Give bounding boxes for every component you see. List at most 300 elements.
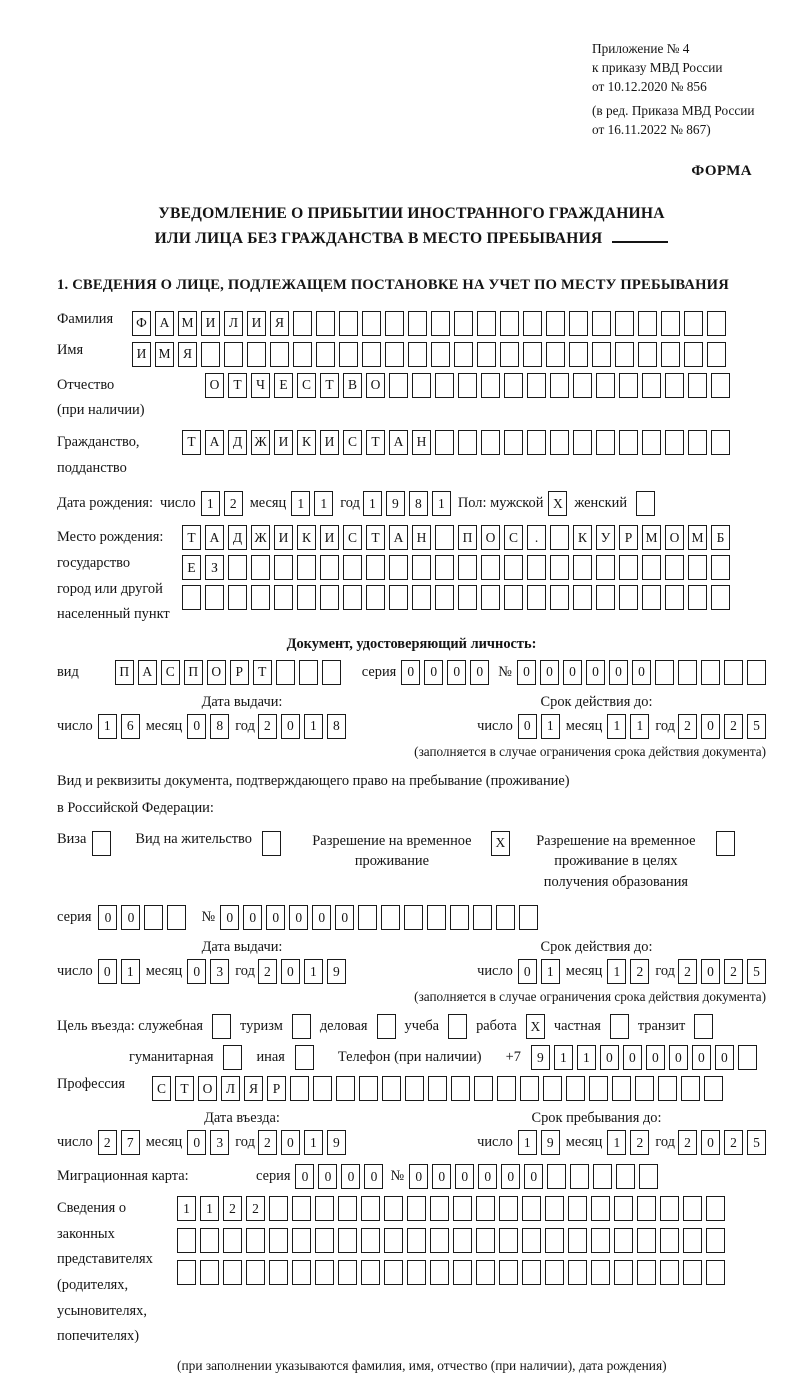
char-cell[interactable]: Ж bbox=[251, 525, 270, 550]
char-cell[interactable]: Л bbox=[224, 311, 243, 336]
char-cell[interactable] bbox=[322, 660, 341, 685]
char-cell[interactable] bbox=[499, 1260, 518, 1285]
char-cell[interactable]: X bbox=[526, 1014, 545, 1039]
char-cell[interactable]: 0 bbox=[701, 714, 720, 739]
char-cell[interactable]: 0 bbox=[432, 1164, 451, 1189]
char-cell[interactable] bbox=[412, 373, 431, 398]
char-cell[interactable] bbox=[448, 1014, 467, 1039]
char-cell[interactable]: 0 bbox=[187, 1130, 206, 1155]
char-cell[interactable] bbox=[182, 585, 201, 610]
char-cell[interactable]: X bbox=[491, 831, 510, 856]
char-cell[interactable] bbox=[453, 1196, 472, 1221]
char-cell[interactable] bbox=[615, 311, 634, 336]
char-cell[interactable] bbox=[269, 1260, 288, 1285]
char-cell[interactable] bbox=[497, 1076, 516, 1101]
char-cell[interactable] bbox=[200, 1260, 219, 1285]
char-cell[interactable]: И bbox=[320, 525, 339, 550]
char-cell[interactable] bbox=[614, 1260, 633, 1285]
char-cell[interactable] bbox=[504, 373, 523, 398]
char-cell[interactable] bbox=[477, 342, 496, 367]
char-cell[interactable]: 0 bbox=[187, 714, 206, 739]
char-cell[interactable] bbox=[385, 342, 404, 367]
char-cell[interactable]: 2 bbox=[630, 1130, 649, 1155]
char-cell[interactable] bbox=[545, 1260, 564, 1285]
char-cell[interactable] bbox=[615, 342, 634, 367]
char-cell[interactable] bbox=[385, 311, 404, 336]
char-cell[interactable] bbox=[499, 1196, 518, 1221]
char-cell[interactable] bbox=[678, 660, 697, 685]
char-cell[interactable] bbox=[389, 555, 408, 580]
char-cell[interactable] bbox=[293, 311, 312, 336]
char-cell[interactable] bbox=[476, 1260, 495, 1285]
char-cell[interactable] bbox=[545, 1196, 564, 1221]
char-cell[interactable]: 2 bbox=[258, 1130, 277, 1155]
char-cell[interactable] bbox=[665, 430, 684, 455]
char-cell[interactable] bbox=[547, 1164, 566, 1189]
char-cell[interactable] bbox=[382, 1076, 401, 1101]
char-cell[interactable]: . bbox=[527, 525, 546, 550]
char-cell[interactable]: 0 bbox=[401, 660, 420, 685]
char-cell[interactable]: 0 bbox=[518, 959, 537, 984]
char-cell[interactable] bbox=[313, 1076, 332, 1101]
char-cell[interactable] bbox=[504, 430, 523, 455]
char-cell[interactable] bbox=[519, 905, 538, 930]
char-cell[interactable]: 0 bbox=[518, 714, 537, 739]
char-cell[interactable] bbox=[458, 430, 477, 455]
char-cell[interactable]: X bbox=[548, 491, 567, 516]
char-cell[interactable] bbox=[430, 1260, 449, 1285]
char-cell[interactable]: 2 bbox=[724, 959, 743, 984]
char-cell[interactable] bbox=[384, 1228, 403, 1253]
char-cell[interactable] bbox=[573, 430, 592, 455]
char-cell[interactable] bbox=[522, 1228, 541, 1253]
char-cell[interactable]: 0 bbox=[609, 660, 628, 685]
char-cell[interactable] bbox=[619, 585, 638, 610]
char-cell[interactable] bbox=[681, 1076, 700, 1101]
char-cell[interactable] bbox=[316, 311, 335, 336]
char-cell[interactable]: 0 bbox=[266, 905, 285, 930]
char-cell[interactable]: 0 bbox=[281, 714, 300, 739]
char-cell[interactable]: С bbox=[343, 525, 362, 550]
char-cell[interactable] bbox=[636, 491, 655, 516]
char-cell[interactable] bbox=[453, 1260, 472, 1285]
char-cell[interactable]: А bbox=[205, 430, 224, 455]
char-cell[interactable]: 9 bbox=[327, 1130, 346, 1155]
char-cell[interactable]: 0 bbox=[318, 1164, 337, 1189]
char-cell[interactable] bbox=[316, 342, 335, 367]
char-cell[interactable] bbox=[638, 342, 657, 367]
char-cell[interactable] bbox=[223, 1260, 242, 1285]
char-cell[interactable]: Я bbox=[178, 342, 197, 367]
char-cell[interactable] bbox=[430, 1228, 449, 1253]
char-cell[interactable]: С bbox=[152, 1076, 171, 1101]
char-cell[interactable]: 0 bbox=[335, 905, 354, 930]
char-cell[interactable] bbox=[358, 905, 377, 930]
char-cell[interactable] bbox=[591, 1228, 610, 1253]
char-cell[interactable]: С bbox=[161, 660, 180, 685]
char-cell[interactable] bbox=[614, 1228, 633, 1253]
char-cell[interactable] bbox=[320, 555, 339, 580]
char-cell[interactable] bbox=[655, 660, 674, 685]
char-cell[interactable] bbox=[724, 660, 743, 685]
char-cell[interactable] bbox=[205, 585, 224, 610]
char-cell[interactable]: П bbox=[184, 660, 203, 685]
char-cell[interactable]: 1 bbox=[304, 959, 323, 984]
char-cell[interactable]: 0 bbox=[470, 660, 489, 685]
char-cell[interactable]: 0 bbox=[281, 1130, 300, 1155]
char-cell[interactable] bbox=[711, 555, 730, 580]
char-cell[interactable] bbox=[543, 1076, 562, 1101]
char-cell[interactable] bbox=[658, 1076, 677, 1101]
char-cell[interactable] bbox=[637, 1228, 656, 1253]
char-cell[interactable] bbox=[476, 1196, 495, 1221]
char-cell[interactable] bbox=[450, 905, 469, 930]
char-cell[interactable] bbox=[339, 342, 358, 367]
char-cell[interactable] bbox=[389, 373, 408, 398]
char-cell[interactable] bbox=[504, 585, 523, 610]
char-cell[interactable] bbox=[520, 1076, 539, 1101]
char-cell[interactable]: А bbox=[155, 311, 174, 336]
char-cell[interactable]: 2 bbox=[724, 1130, 743, 1155]
char-cell[interactable] bbox=[276, 660, 295, 685]
char-cell[interactable]: Л bbox=[221, 1076, 240, 1101]
char-cell[interactable] bbox=[297, 555, 316, 580]
char-cell[interactable]: 1 bbox=[201, 491, 220, 516]
char-cell[interactable] bbox=[343, 555, 362, 580]
char-cell[interactable]: 1 bbox=[121, 959, 140, 984]
char-cell[interactable]: К bbox=[297, 430, 316, 455]
char-cell[interactable]: Н bbox=[412, 525, 431, 550]
char-cell[interactable] bbox=[684, 311, 703, 336]
char-cell[interactable]: 0 bbox=[220, 905, 239, 930]
char-cell[interactable] bbox=[638, 311, 657, 336]
char-cell[interactable] bbox=[716, 831, 735, 856]
char-cell[interactable]: 0 bbox=[187, 959, 206, 984]
char-cell[interactable] bbox=[566, 1076, 585, 1101]
char-cell[interactable] bbox=[660, 1196, 679, 1221]
char-cell[interactable] bbox=[546, 342, 565, 367]
char-cell[interactable] bbox=[637, 1196, 656, 1221]
char-cell[interactable]: 5 bbox=[747, 714, 766, 739]
char-cell[interactable] bbox=[596, 585, 615, 610]
char-cell[interactable] bbox=[315, 1196, 334, 1221]
char-cell[interactable] bbox=[362, 311, 381, 336]
char-cell[interactable] bbox=[435, 525, 454, 550]
char-cell[interactable]: 2 bbox=[223, 1196, 242, 1221]
char-cell[interactable]: Д bbox=[228, 430, 247, 455]
char-cell[interactable]: 8 bbox=[327, 714, 346, 739]
char-cell[interactable] bbox=[619, 555, 638, 580]
char-cell[interactable]: 0 bbox=[409, 1164, 428, 1189]
char-cell[interactable]: Т bbox=[253, 660, 272, 685]
char-cell[interactable] bbox=[428, 1076, 447, 1101]
char-cell[interactable]: 0 bbox=[692, 1045, 711, 1070]
char-cell[interactable]: А bbox=[205, 525, 224, 550]
char-cell[interactable] bbox=[738, 1045, 757, 1070]
char-cell[interactable] bbox=[619, 430, 638, 455]
char-cell[interactable]: Е bbox=[182, 555, 201, 580]
char-cell[interactable]: О bbox=[207, 660, 226, 685]
char-cell[interactable] bbox=[573, 373, 592, 398]
char-cell[interactable] bbox=[381, 905, 400, 930]
char-cell[interactable]: 0 bbox=[312, 905, 331, 930]
char-cell[interactable] bbox=[246, 1260, 265, 1285]
char-cell[interactable] bbox=[228, 555, 247, 580]
char-cell[interactable] bbox=[212, 1014, 231, 1039]
char-cell[interactable] bbox=[427, 905, 446, 930]
char-cell[interactable] bbox=[384, 1196, 403, 1221]
char-cell[interactable] bbox=[246, 1228, 265, 1253]
char-cell[interactable] bbox=[592, 311, 611, 336]
char-cell[interactable] bbox=[589, 1076, 608, 1101]
char-cell[interactable]: 2 bbox=[98, 1130, 117, 1155]
char-cell[interactable] bbox=[228, 585, 247, 610]
char-cell[interactable]: 8 bbox=[409, 491, 428, 516]
char-cell[interactable]: А bbox=[389, 525, 408, 550]
char-cell[interactable] bbox=[408, 342, 427, 367]
char-cell[interactable] bbox=[614, 1196, 633, 1221]
char-cell[interactable]: 2 bbox=[258, 959, 277, 984]
char-cell[interactable]: О bbox=[198, 1076, 217, 1101]
char-cell[interactable] bbox=[408, 311, 427, 336]
char-cell[interactable] bbox=[637, 1260, 656, 1285]
char-cell[interactable] bbox=[435, 585, 454, 610]
char-cell[interactable] bbox=[377, 1014, 396, 1039]
char-cell[interactable] bbox=[361, 1260, 380, 1285]
char-cell[interactable] bbox=[431, 342, 450, 367]
char-cell[interactable]: Ч bbox=[251, 373, 270, 398]
char-cell[interactable] bbox=[706, 1228, 725, 1253]
char-cell[interactable] bbox=[527, 430, 546, 455]
char-cell[interactable] bbox=[405, 1076, 424, 1101]
char-cell[interactable]: 0 bbox=[364, 1164, 383, 1189]
char-cell[interactable] bbox=[295, 1045, 314, 1070]
char-cell[interactable]: И bbox=[201, 311, 220, 336]
char-cell[interactable]: 0 bbox=[341, 1164, 360, 1189]
char-cell[interactable]: 3 bbox=[210, 1130, 229, 1155]
char-cell[interactable]: 0 bbox=[281, 959, 300, 984]
char-cell[interactable]: 0 bbox=[715, 1045, 734, 1070]
char-cell[interactable] bbox=[592, 342, 611, 367]
char-cell[interactable] bbox=[683, 1228, 702, 1253]
char-cell[interactable] bbox=[481, 430, 500, 455]
char-cell[interactable]: 0 bbox=[586, 660, 605, 685]
char-cell[interactable]: 1 bbox=[291, 491, 310, 516]
char-cell[interactable] bbox=[290, 1076, 309, 1101]
char-cell[interactable] bbox=[458, 373, 477, 398]
char-cell[interactable] bbox=[223, 1045, 242, 1070]
char-cell[interactable] bbox=[550, 555, 569, 580]
char-cell[interactable] bbox=[550, 585, 569, 610]
char-cell[interactable] bbox=[573, 555, 592, 580]
char-cell[interactable]: 2 bbox=[724, 714, 743, 739]
char-cell[interactable] bbox=[593, 1164, 612, 1189]
char-cell[interactable] bbox=[251, 555, 270, 580]
char-cell[interactable] bbox=[568, 1228, 587, 1253]
char-cell[interactable] bbox=[454, 311, 473, 336]
char-cell[interactable] bbox=[412, 555, 431, 580]
char-cell[interactable] bbox=[711, 373, 730, 398]
char-cell[interactable]: И bbox=[247, 311, 266, 336]
char-cell[interactable] bbox=[550, 373, 569, 398]
char-cell[interactable] bbox=[523, 311, 542, 336]
char-cell[interactable] bbox=[683, 1196, 702, 1221]
char-cell[interactable]: Р bbox=[267, 1076, 286, 1101]
char-cell[interactable] bbox=[407, 1196, 426, 1221]
char-cell[interactable] bbox=[366, 585, 385, 610]
char-cell[interactable]: 0 bbox=[243, 905, 262, 930]
char-cell[interactable]: 1 bbox=[541, 714, 560, 739]
char-cell[interactable] bbox=[523, 342, 542, 367]
char-cell[interactable]: 0 bbox=[501, 1164, 520, 1189]
char-cell[interactable] bbox=[683, 1260, 702, 1285]
char-cell[interactable] bbox=[504, 555, 523, 580]
char-cell[interactable] bbox=[569, 342, 588, 367]
char-cell[interactable]: 2 bbox=[678, 714, 697, 739]
char-cell[interactable]: 0 bbox=[455, 1164, 474, 1189]
char-cell[interactable] bbox=[384, 1260, 403, 1285]
char-cell[interactable] bbox=[704, 1076, 723, 1101]
char-cell[interactable] bbox=[361, 1228, 380, 1253]
char-cell[interactable] bbox=[144, 905, 163, 930]
char-cell[interactable] bbox=[616, 1164, 635, 1189]
char-cell[interactable] bbox=[223, 1228, 242, 1253]
char-cell[interactable]: В bbox=[343, 373, 362, 398]
char-cell[interactable]: У bbox=[596, 525, 615, 550]
char-cell[interactable] bbox=[481, 555, 500, 580]
char-cell[interactable] bbox=[642, 373, 661, 398]
char-cell[interactable] bbox=[642, 555, 661, 580]
char-cell[interactable] bbox=[596, 430, 615, 455]
char-cell[interactable] bbox=[481, 585, 500, 610]
char-cell[interactable]: 0 bbox=[98, 905, 117, 930]
char-cell[interactable] bbox=[684, 342, 703, 367]
char-cell[interactable]: О bbox=[481, 525, 500, 550]
char-cell[interactable] bbox=[292, 1228, 311, 1253]
char-cell[interactable] bbox=[293, 342, 312, 367]
char-cell[interactable] bbox=[336, 1076, 355, 1101]
char-cell[interactable]: 1 bbox=[607, 714, 626, 739]
char-cell[interactable]: 9 bbox=[531, 1045, 550, 1070]
char-cell[interactable] bbox=[706, 1196, 725, 1221]
char-cell[interactable]: 0 bbox=[701, 959, 720, 984]
char-cell[interactable] bbox=[573, 585, 592, 610]
char-cell[interactable] bbox=[499, 1228, 518, 1253]
char-cell[interactable] bbox=[359, 1076, 378, 1101]
char-cell[interactable] bbox=[177, 1228, 196, 1253]
char-cell[interactable] bbox=[619, 373, 638, 398]
char-cell[interactable]: 9 bbox=[327, 959, 346, 984]
char-cell[interactable]: Д bbox=[228, 525, 247, 550]
char-cell[interactable]: М bbox=[642, 525, 661, 550]
char-cell[interactable] bbox=[454, 342, 473, 367]
char-cell[interactable] bbox=[546, 311, 565, 336]
char-cell[interactable]: Н bbox=[412, 430, 431, 455]
char-cell[interactable] bbox=[706, 1260, 725, 1285]
char-cell[interactable]: И bbox=[320, 430, 339, 455]
char-cell[interactable] bbox=[612, 1076, 631, 1101]
char-cell[interactable] bbox=[711, 585, 730, 610]
char-cell[interactable]: 0 bbox=[447, 660, 466, 685]
char-cell[interactable]: 1 bbox=[607, 959, 626, 984]
char-cell[interactable] bbox=[642, 585, 661, 610]
char-cell[interactable]: 0 bbox=[289, 905, 308, 930]
char-cell[interactable]: Ф bbox=[132, 311, 151, 336]
char-cell[interactable]: 2 bbox=[678, 959, 697, 984]
char-cell[interactable] bbox=[642, 430, 661, 455]
char-cell[interactable]: 8 bbox=[210, 714, 229, 739]
char-cell[interactable]: М bbox=[178, 311, 197, 336]
char-cell[interactable]: 0 bbox=[600, 1045, 619, 1070]
char-cell[interactable] bbox=[527, 555, 546, 580]
char-cell[interactable] bbox=[292, 1260, 311, 1285]
char-cell[interactable] bbox=[639, 1164, 658, 1189]
char-cell[interactable] bbox=[527, 373, 546, 398]
char-cell[interactable] bbox=[596, 555, 615, 580]
char-cell[interactable]: Я bbox=[244, 1076, 263, 1101]
char-cell[interactable] bbox=[476, 1228, 495, 1253]
char-cell[interactable]: 0 bbox=[646, 1045, 665, 1070]
char-cell[interactable]: З bbox=[205, 555, 224, 580]
char-cell[interactable]: 1 bbox=[432, 491, 451, 516]
char-cell[interactable]: 1 bbox=[577, 1045, 596, 1070]
char-cell[interactable]: Т bbox=[175, 1076, 194, 1101]
char-cell[interactable] bbox=[338, 1196, 357, 1221]
char-cell[interactable] bbox=[200, 1228, 219, 1253]
char-cell[interactable] bbox=[596, 373, 615, 398]
char-cell[interactable]: 6 bbox=[121, 714, 140, 739]
char-cell[interactable] bbox=[688, 373, 707, 398]
char-cell[interactable] bbox=[474, 1076, 493, 1101]
char-cell[interactable] bbox=[688, 585, 707, 610]
char-cell[interactable]: 2 bbox=[224, 491, 243, 516]
char-cell[interactable] bbox=[522, 1260, 541, 1285]
char-cell[interactable]: 1 bbox=[541, 959, 560, 984]
char-cell[interactable] bbox=[362, 342, 381, 367]
char-cell[interactable]: 0 bbox=[632, 660, 651, 685]
char-cell[interactable] bbox=[496, 905, 515, 930]
char-cell[interactable]: 0 bbox=[98, 959, 117, 984]
char-cell[interactable] bbox=[500, 311, 519, 336]
char-cell[interactable]: 0 bbox=[121, 905, 140, 930]
char-cell[interactable] bbox=[458, 555, 477, 580]
char-cell[interactable]: 1 bbox=[200, 1196, 219, 1221]
char-cell[interactable]: Т bbox=[182, 525, 201, 550]
char-cell[interactable] bbox=[570, 1164, 589, 1189]
char-cell[interactable]: 0 bbox=[517, 660, 536, 685]
char-cell[interactable] bbox=[412, 585, 431, 610]
char-cell[interactable] bbox=[430, 1196, 449, 1221]
char-cell[interactable]: Б bbox=[711, 525, 730, 550]
char-cell[interactable]: И bbox=[274, 525, 293, 550]
char-cell[interactable]: Т bbox=[182, 430, 201, 455]
char-cell[interactable]: 2 bbox=[258, 714, 277, 739]
char-cell[interactable]: 7 bbox=[121, 1130, 140, 1155]
char-cell[interactable] bbox=[177, 1260, 196, 1285]
char-cell[interactable] bbox=[635, 1076, 654, 1101]
char-cell[interactable] bbox=[661, 311, 680, 336]
char-cell[interactable] bbox=[407, 1260, 426, 1285]
char-cell[interactable] bbox=[550, 430, 569, 455]
char-cell[interactable] bbox=[527, 585, 546, 610]
char-cell[interactable]: 2 bbox=[630, 959, 649, 984]
char-cell[interactable] bbox=[315, 1260, 334, 1285]
char-cell[interactable] bbox=[473, 905, 492, 930]
char-cell[interactable] bbox=[707, 342, 726, 367]
char-cell[interactable] bbox=[665, 373, 684, 398]
char-cell[interactable]: Т bbox=[228, 373, 247, 398]
char-cell[interactable] bbox=[389, 585, 408, 610]
